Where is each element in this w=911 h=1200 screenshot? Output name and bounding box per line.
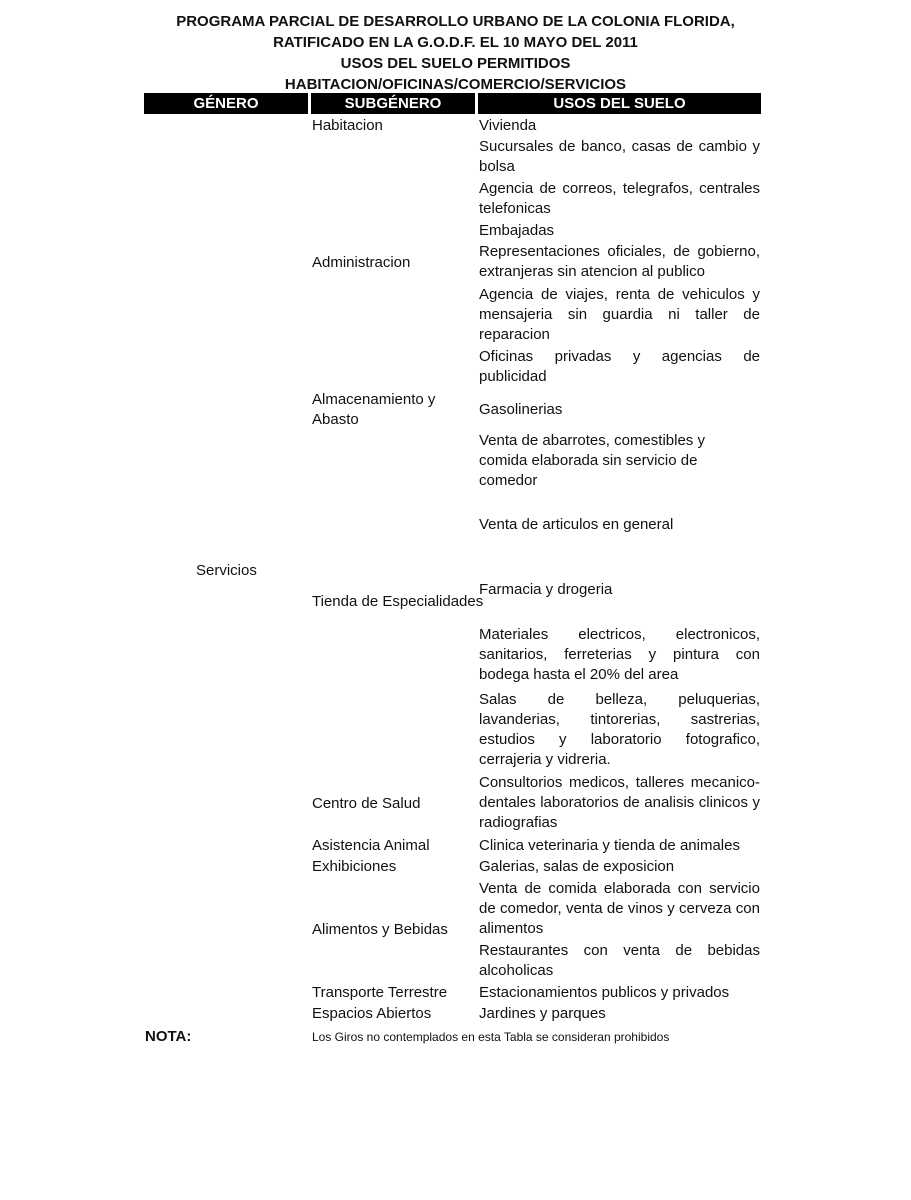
genero-servicios: Servicios bbox=[196, 562, 257, 579]
subgenero-exhibiciones: Exhibiciones bbox=[312, 858, 397, 875]
uso-item: Agencia de correos, telegrafos, centrales telefonicas bbox=[479, 180, 760, 217]
uso-item: Vivienda bbox=[479, 117, 537, 134]
subgenero-salud: Centro de Salud bbox=[312, 795, 421, 812]
subgenero-alimentos: Alimentos y Bebidas bbox=[312, 921, 448, 938]
uso-item: Sucursales de banco, casas de cambio y bolsa bbox=[479, 138, 760, 175]
subgenero-animal: Asistencia Animal bbox=[312, 837, 430, 854]
uso-item: Salas de belleza, peluquerias, lavanderias, tintorerias, sastrerias, estudios y laboratorio fotografico, cerrajeria y vidreria. bbox=[479, 691, 760, 768]
uso-item: Restaurantes con venta de bebidas alcoholicas bbox=[479, 942, 760, 979]
uso-item: Galerias, salas de exposicion bbox=[479, 858, 675, 875]
subgenero-tienda: Tienda de Especialidades bbox=[312, 593, 484, 610]
header-genero: GÉNERO bbox=[144, 93, 308, 114]
subgenero-transporte: Transporte Terrestre bbox=[312, 984, 448, 1001]
header-usos: USOS DEL SUELO bbox=[478, 93, 761, 114]
uso-item: Agencia de viajes, renta de vehiculos y mensajeria sin guardia ni taller de reparacion bbox=[479, 286, 760, 343]
title-line-3: USOS DEL SUELO PERMITIDOS bbox=[340, 55, 571, 72]
uso-item: Farmacia y drogeria bbox=[479, 581, 613, 598]
uso-item: Materiales electricos, electronicos, sanitarios, ferreterias y pintura con bodega hasta el 20% del area bbox=[479, 626, 760, 683]
uso-item: Venta de articulos en general bbox=[479, 516, 674, 533]
nota-text: Los Giros no contemplados en esta Tabla se consideran prohibidos bbox=[312, 1030, 670, 1044]
uso-item: Representaciones oficiales, de gobierno, extranjeras sin atencion al publico bbox=[479, 243, 760, 280]
uso-item: Embajadas bbox=[479, 222, 555, 239]
uso-item: Venta de comida elaborada con servicio de comedor, venta de vinos y cerveza con alimentos bbox=[479, 880, 760, 937]
uso-item: Oficinas privadas y agencias de publicidad bbox=[479, 348, 760, 385]
subgenero-almacenamiento: Almacenamiento y Abasto bbox=[312, 391, 436, 428]
subgenero-administracion: Administracion bbox=[312, 254, 411, 271]
header-subgenero: SUBGÉNERO bbox=[311, 93, 475, 114]
title-line-1: PROGRAMA PARCIAL DE DESARROLLO URBANO DE LA COLONIA FLORIDA, bbox=[176, 13, 735, 30]
title-line-4: HABITACION/OFICINAS/COMERCIO/SERVICIOS bbox=[284, 76, 627, 93]
subgenero-espacios: Espacios Abiertos bbox=[312, 1005, 432, 1022]
subgenero-habitacion: Habitacion bbox=[312, 117, 383, 134]
uso-item: Estacionamientos publicos y privados bbox=[479, 984, 730, 1001]
uso-item: Jardines y parques bbox=[479, 1005, 606, 1022]
uso-item: Clinica veterinaria y tienda de animales bbox=[479, 837, 740, 854]
nota-label: NOTA: bbox=[145, 1028, 192, 1045]
uso-item: Gasolinerias bbox=[479, 401, 563, 418]
uso-item: Venta de abarrotes, comestibles y comida elaborada sin servicio de comedor bbox=[479, 432, 705, 489]
uso-item: Consultorios medicos, talleres mecanico-dentales laboratorios de analisis clinicos y radiografias bbox=[479, 774, 760, 831]
title-line-2: RATIFICADO EN LA G.O.D.F. EL 10 MAYO DEL 2011 bbox=[273, 34, 638, 51]
